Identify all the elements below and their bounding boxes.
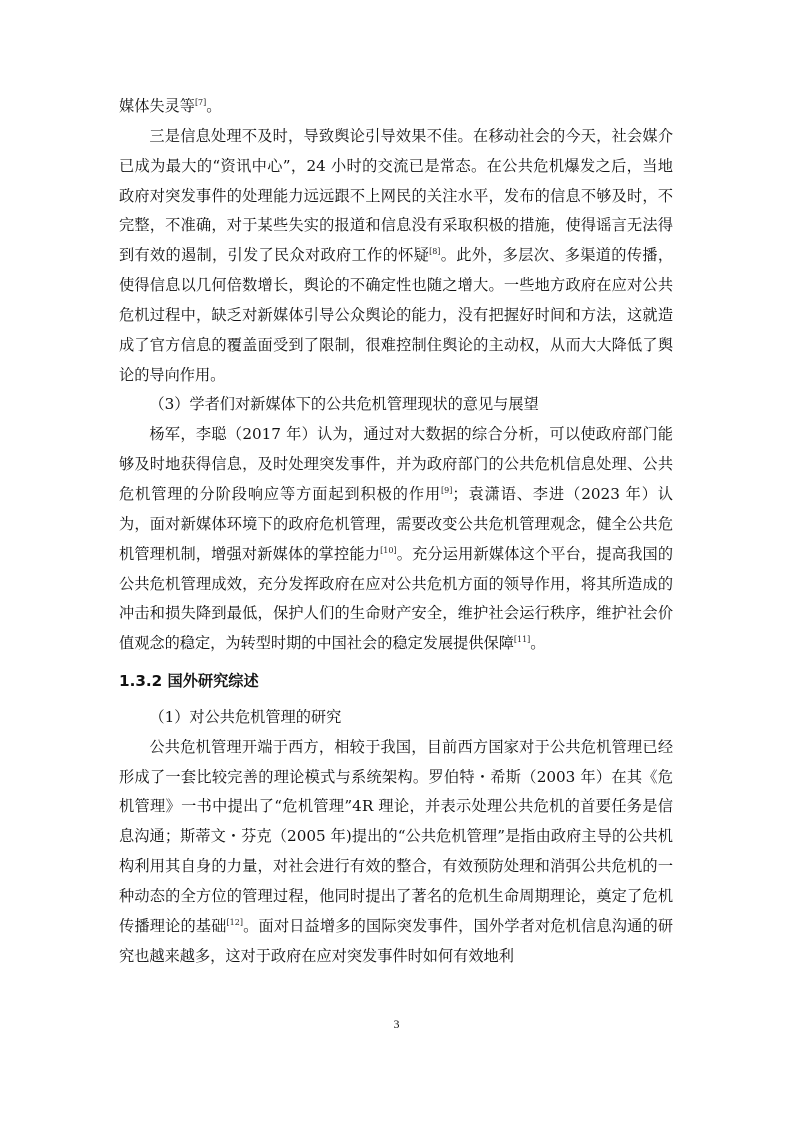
citation-9: [9] — [441, 485, 453, 495]
citation-7: [7] — [194, 98, 207, 107]
paragraph-scholars-views: 杨军，李聪（2017 年）认为，通过对大数据的综合分析，可以使政府部门能够及时地获得信息，及时处理突发事件，并为政府部门的公共危机信息处理、公共危机管理的分阶段响应等方面起到积极的作用[9]；袁潇语、李进（2023 年）认为，面对新媒体环境下的政府危机管理，需要改变公共危机管理观念，健全公共危机管理机制，增强对新媒体的掌控能力[10]。充分运用新媒体这个平台，提高我国的公共危机管理成效，充分发挥政府在应对公共危机方面的领导作用，将其所造成的冲击和损失降到最低，保护人们的生命财产安全，维护社会运行秩序，维护社会价值观念的稳定，为转型时期的中国社会的稳定发展提供保障[11]。 — [119, 425, 673, 653]
citation-8: [8] — [429, 247, 441, 257]
body-text — [119, 92, 673, 971]
paragraph-continuation: 媒体失灵等[7]。 — [119, 97, 222, 115]
citation-12: [12] — [226, 917, 243, 927]
page-number: 3 — [393, 1017, 400, 1031]
section-heading-1-3-2: 1.3.2 国外研究综述 — [119, 672, 259, 691]
paragraph-foreign-research: 公共危机管理开端于西方，相较于我国，目前西方国家对于公共危机管理已经形成了一套比较完善的理论模式与系统架构。罗伯特・希斯（2003 年）在其《危机管理》一书中提出了“危机管理”4R 理论，并表示处理公共危机的首要任务是信息沟通；斯蒂文・芬克（2005 年)提出的“公共危机管理”是指由政府主导的公共机构利用其自身的力量，对社会进行有效的整合，有效预防处理和消弭公共危机的一种动态的全方位的管理过程，他同时提出了著名的危机生命周期理论，奠定了危机传播理论的基础[12]。面对日益增多的国际突发事件，国外学者对危机信息沟通的研究也越来越多，这对于政府在应对突发事件时如何有效地利 — [119, 737, 673, 965]
paragraph-info-processing: 三是信息处理不及时，导致舆论引导效果不佳。在移动社会的今天，社会媒介已成为最大的“资讯中心”，24 小时的交流已是常态。在公共危机爆发之后，当地政府对突发事件的处理能力远远跟不上网民的关注水平，发布的信息不够及时，不完整，不准确，对于某些失实的报道和信息没有采取积极的措施，使得谣言无法得到有效的遏制，引发了民众对政府工作的怀疑[8]。此外，多层次、多渠道的传播，使得信息以几何倍数增长，舆论的不确定性也随之增大。一些地方政府在应对公共危机过程中，缺乏对新媒体引导公众舆论的能力，没有把握好时间和方法，这就造成了官方信息的覆盖面受到了限制，很难控制住舆论的主动权，从而大大降低了舆论的导向作用。 — [119, 126, 674, 384]
subsection-3-title: （3）学者们对新媒体下的公共危机管理现状的意见与展望 — [149, 395, 539, 414]
citation-10: [10] — [380, 545, 397, 555]
subsection-1-title: （1）对公共危机管理的研究 — [149, 707, 342, 726]
citation-11: [11] — [513, 635, 531, 645]
